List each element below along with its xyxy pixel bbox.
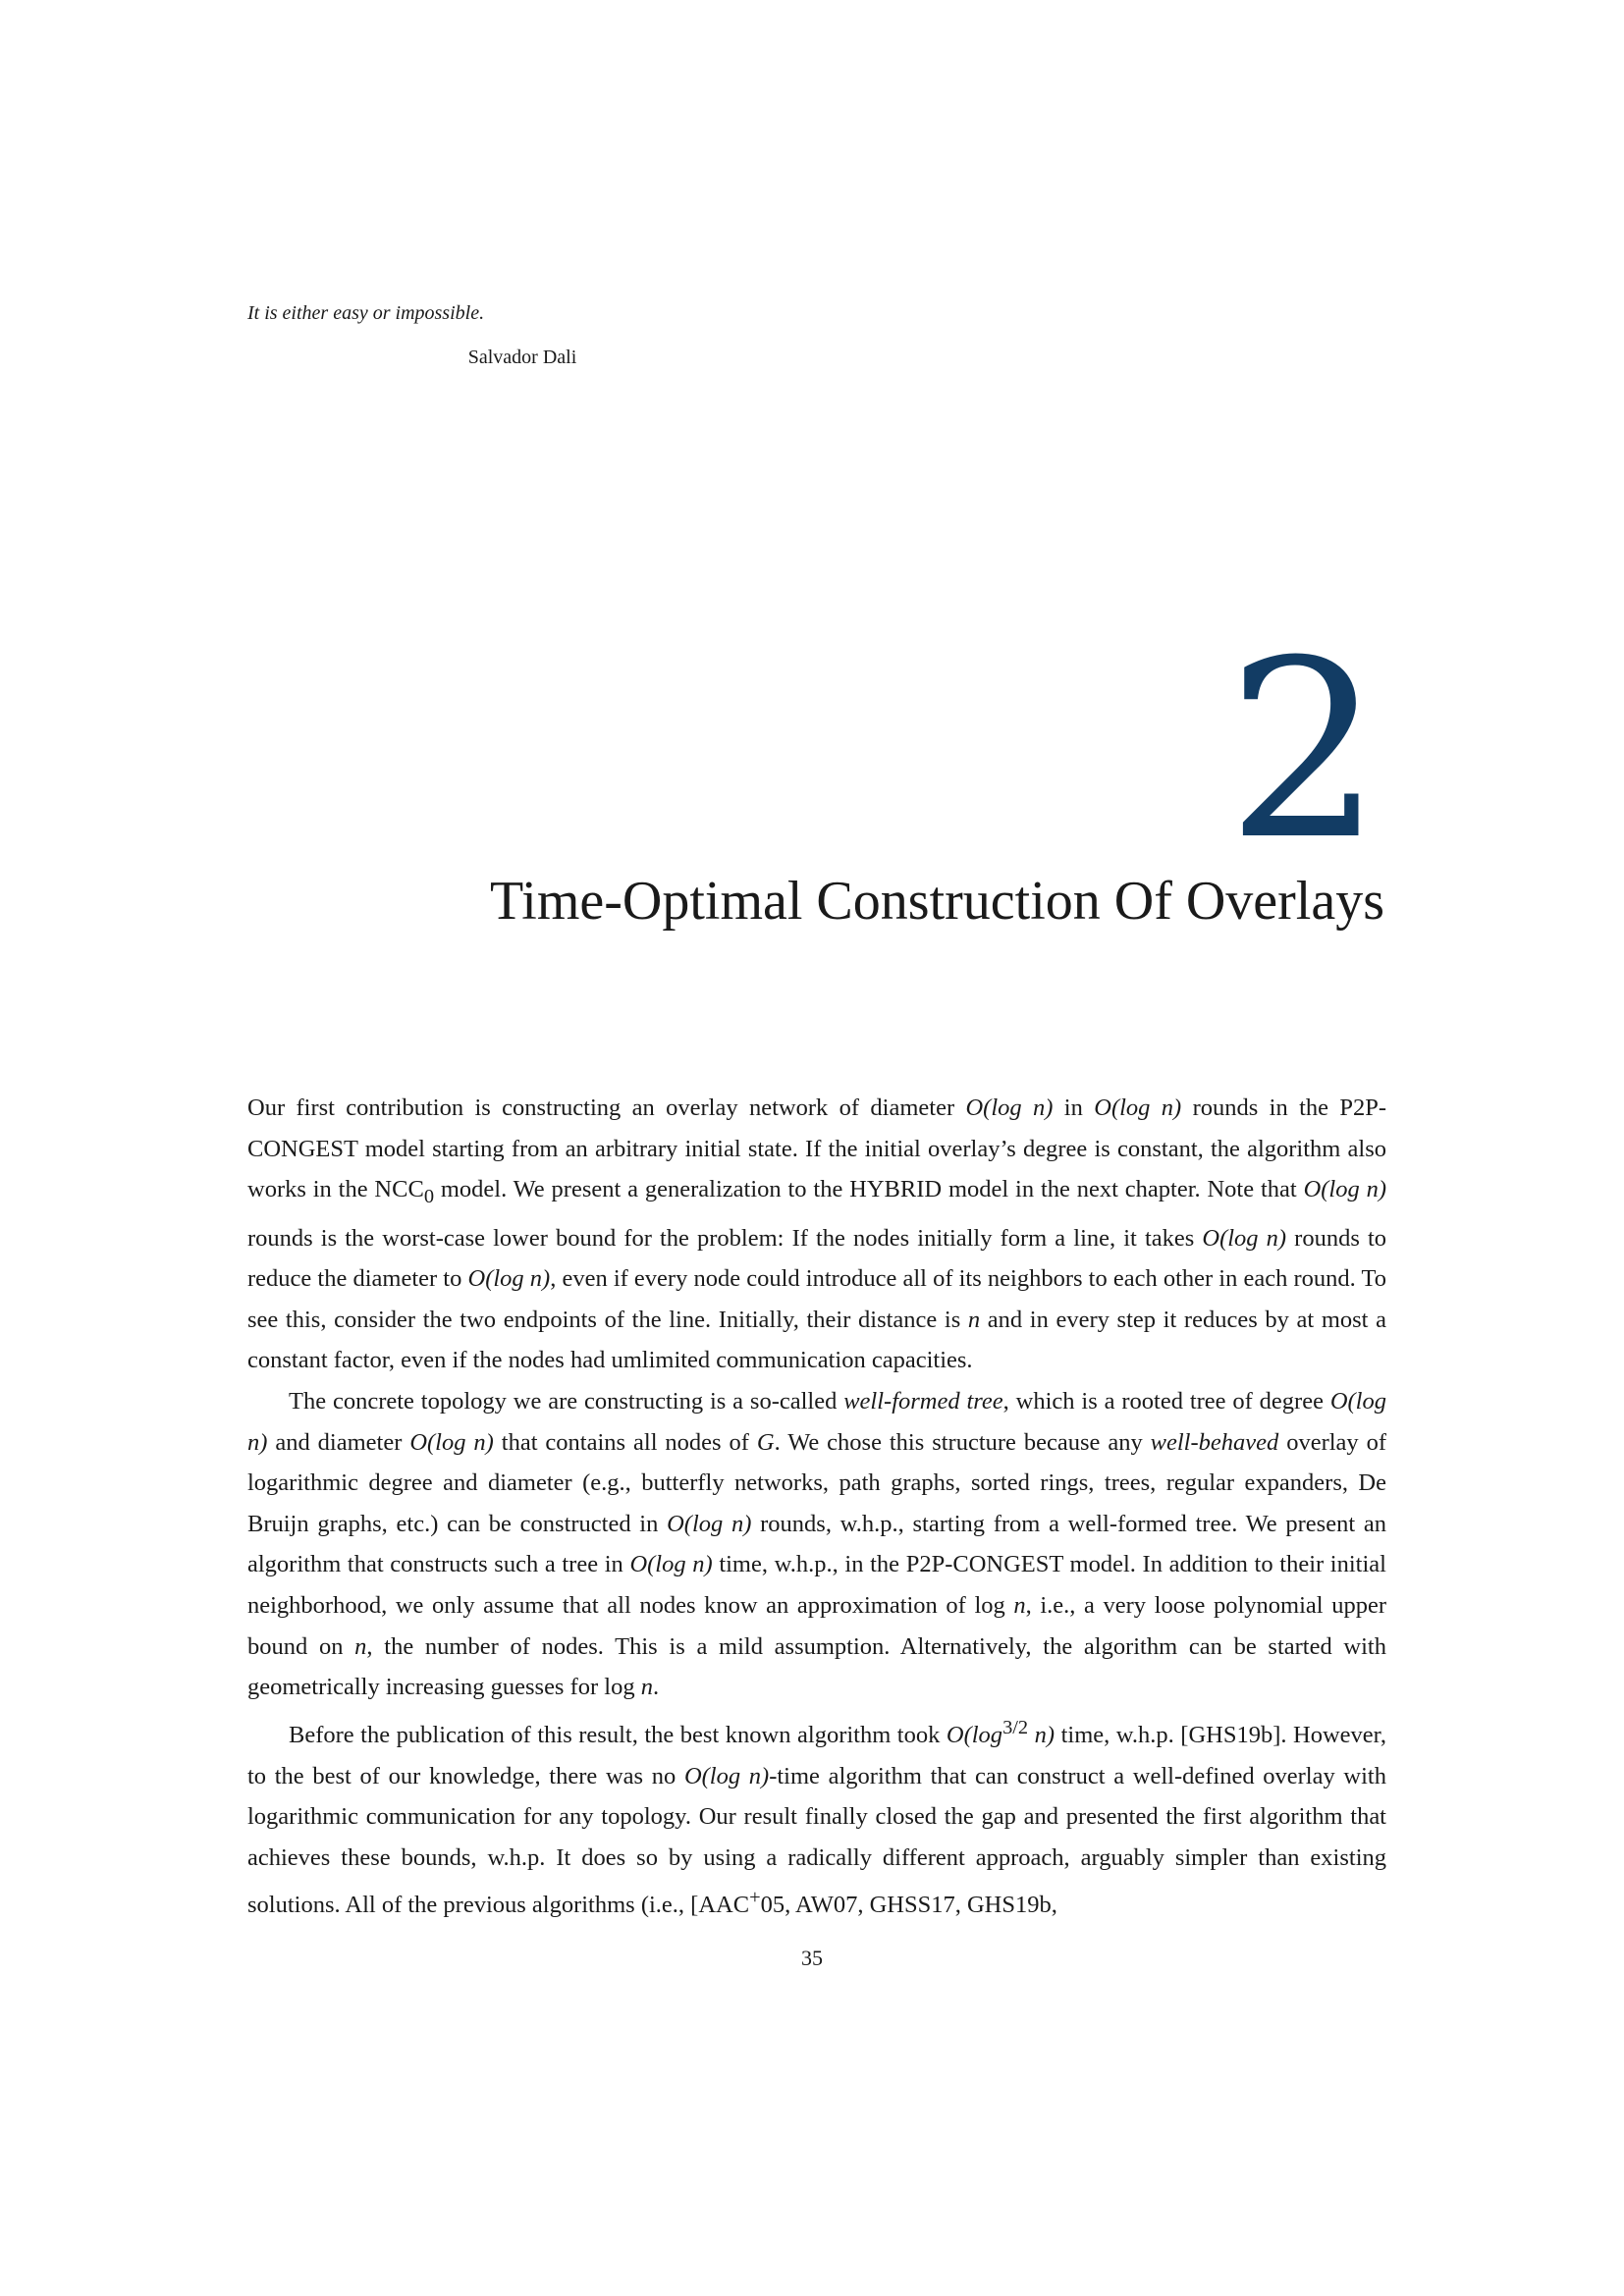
emphasis-text: well-behaved (1150, 1428, 1279, 1456)
epigraph (247, 302, 797, 369)
text-segment: + (749, 1887, 761, 1909)
math-expression: n) (1028, 1721, 1056, 1748)
paragraph (247, 1708, 1386, 1926)
text-segment: model. We present a generalization to the HYBRID model in the next chapter. Note that (434, 1176, 1304, 1203)
page-number: 35 (801, 1946, 823, 1970)
text-segment: and in every step it reduces by at most a constant factor, even if the nodes had umlimited communication capacities. (247, 1306, 1386, 1374)
text-segment: 0 (423, 1186, 435, 1208)
math-expression: n (1013, 1592, 1026, 1620)
math-expression: n (967, 1306, 981, 1333)
math-expression: O(log n) (467, 1265, 551, 1293)
math-expression: O(log n) (629, 1551, 713, 1578)
text-segment: , which is a rooted tree of degree (1002, 1388, 1330, 1415)
text-segment: -time algorithm that can construct a well-defined overlay with logarithmic communication for any topology. Our result finally closed the gap and presented the first algorithm that achieves these bounds, w.h.p. It does so by using a radically different approach, arguably simpler than existing solutions. All of the previous algorithms (i.e., [AAC (247, 1762, 1386, 1919)
math-expression: n (640, 1674, 653, 1701)
text-segment: The concrete topology we are constructing is a so-called (289, 1388, 844, 1415)
text-segment: time, w.h.p., in the P2P-CONGEST model. In addition to their initial neighborhood, we only assume that all nodes know an approximation of log (247, 1551, 1386, 1620)
body-text (247, 1088, 1386, 1926)
text-segment: and diameter (267, 1428, 410, 1456)
text-segment: rounds is the worst-case lower bound for the problem: If the nodes initially form a line, it takes (247, 1224, 1203, 1252)
text-segment: , the number of nodes. This is a mild assumption. Alternatively, the algorithm can be started with geometrically increasing guesses for log (247, 1632, 1386, 1701)
epigraph-author: Salvador Dali (467, 347, 577, 368)
math-expression: O(log n) (667, 1510, 752, 1537)
text-segment: , even if every node could introduce all of its neighbors to each other in each round. To see this, consider the two endpoints of the line. Initially, their distance is (247, 1265, 1386, 1333)
text-segment: . (652, 1674, 660, 1701)
chapter-title: Time-Optimal Construction Of Overlays (490, 871, 1384, 932)
text-segment: 05, AW07, GHSS17, GHS19b, (760, 1892, 1057, 1919)
math-expression: n (354, 1632, 367, 1660)
emphasis-text: well-formed tree (843, 1388, 1003, 1415)
text-segment: Before the publication of this result, the best known algorithm took (289, 1721, 947, 1748)
text-segment: , i.e., a very loose polynomial upper bound on (247, 1592, 1386, 1660)
text-segment: 3/2 (1002, 1716, 1029, 1738)
text-segment: Our first contribution is constructing an overlay network of diameter (247, 1095, 966, 1121)
text-segment: . We chose this structure because any (774, 1428, 1151, 1456)
text-segment: rounds to reduce the diameter to (247, 1224, 1387, 1293)
paragraph (247, 1088, 1386, 1381)
text-segment: overlay of logarithmic degree and diameter (e.g., butterfly networks, path graphs, sorted rings, trees, regular expanders, De Bruijn graphs, etc.) can be constructed in (247, 1428, 1387, 1537)
chapter-number: 2 (1225, 608, 1382, 893)
text-segment: in (1053, 1095, 1095, 1121)
math-expression: O(log (946, 1721, 1003, 1748)
math-expression: O(log n) (965, 1095, 1054, 1121)
text-segment: rounds, w.h.p., starting from a well-formed tree. We present an algorithm that constructs such a tree in (247, 1510, 1386, 1578)
math-expression: G (756, 1428, 775, 1456)
epigraph-quote: It is either easy or impossible. (247, 302, 485, 324)
text-segment: time, w.h.p. [GHS19b]. However, to the best of our knowledge, there was no (247, 1721, 1386, 1789)
text-segment: rounds in the P2P-CONGEST model starting from an arbitrary initial state. If the initial overlay’s degree is constant, the algorithm also works in the NCC (247, 1095, 1387, 1203)
text-segment: that contains all nodes of (493, 1428, 757, 1456)
math-expression: O(log n) (1303, 1176, 1386, 1203)
math-expression: O(log n) (409, 1428, 494, 1456)
paragraph (247, 1381, 1386, 1708)
math-expression: O(log n) (683, 1762, 770, 1789)
math-expression: O(log n) (1202, 1224, 1287, 1252)
math-expression: O(log n) (247, 1388, 1386, 1456)
math-expression: O(log n) (1094, 1095, 1182, 1121)
